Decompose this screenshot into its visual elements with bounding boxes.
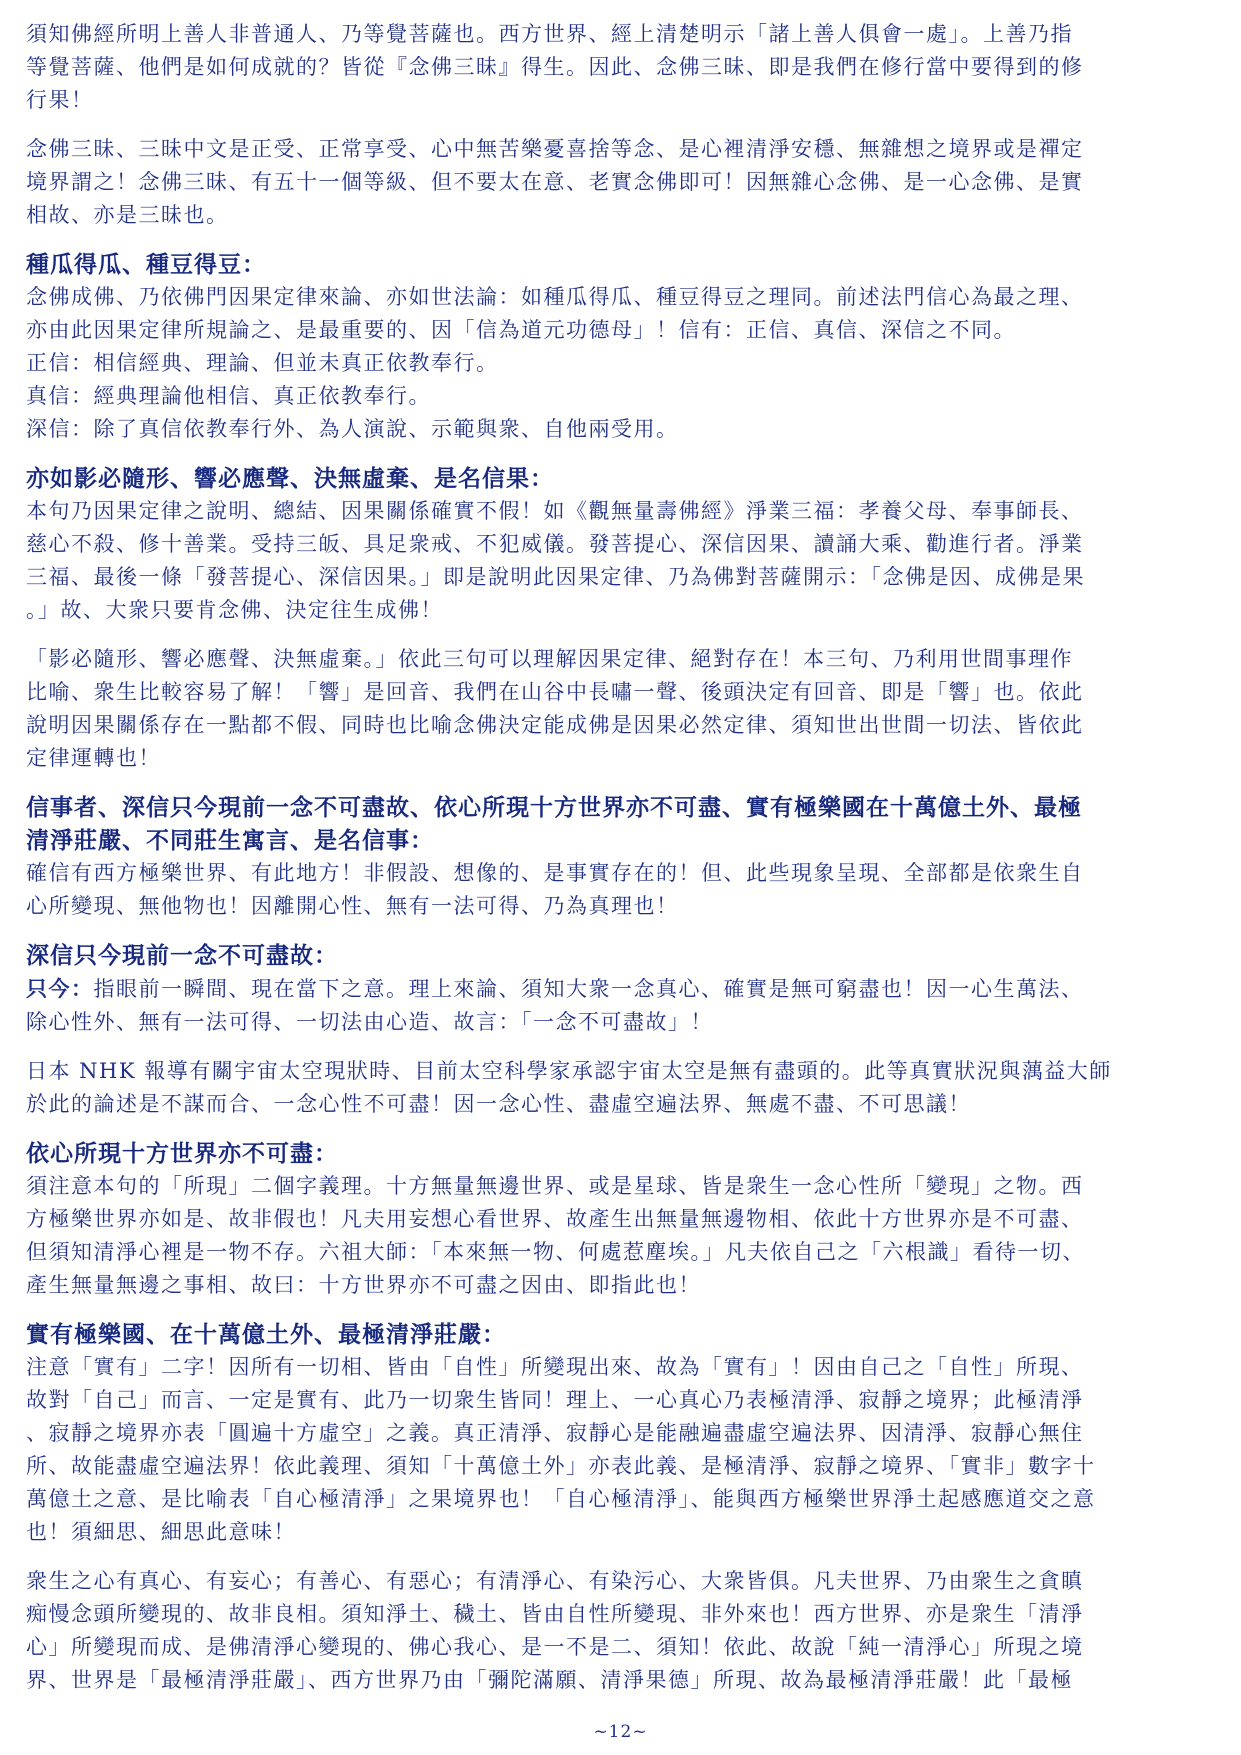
- text-line: 萬億土之意、是比喻表「自心極清淨」之果境界也！「自心極清淨」、能與西方極樂世界淨土起感應道交之意: [26, 1487, 1096, 1511]
- paragraph-8: [26, 1055, 1216, 1121]
- text-line: 三福、最後一條「發菩提心、深信因果。」即是說明此因果定律、乃為佛對菩薩開示：「念佛是因、成佛是果: [26, 565, 1085, 589]
- text-line: 念佛三昧、三昧中文是正受、正常享受、心中無苦樂憂喜捨等念、是心裡清淨安穩、無雜想之境界或是禪定: [26, 137, 1084, 161]
- text-line: 說明因果關係存在一點都不假、同時也比喻念佛決定能成佛是因果必然定律、須知世出世間一切法、皆依此: [26, 713, 1084, 737]
- text-line: 「影必隨形、響必應聲、決無虛棄。」依此三句可以理解因果定律、絕對存在！本三句、乃利用世間事理作: [26, 647, 1073, 671]
- text-line: 日本 NHK 報導有關宇宙太空現狀時、目前太空科學家承認宇宙太空是無有盡頭的。此等真實狀況與蕅益大師: [26, 1059, 1112, 1083]
- text-line: 真信：經典理論他相信、真正依教奉行。: [26, 384, 431, 408]
- heading-line: 清淨莊嚴、不同莊生寓言、是名信事：: [26, 827, 434, 854]
- paragraph-7: [26, 972, 1216, 1039]
- text-line: 慈心不殺、修十善業。受持三皈、具足衆戒、不犯威儀。發菩提心、深信因果、讀誦大乘、勸進行者。淨業: [26, 532, 1084, 556]
- paragraph-2: [26, 133, 1216, 232]
- paragraph-3: [26, 281, 1216, 446]
- text-line: 痴慢念頭所變現的、故非良相。須知淨土、穢土、皆由自性所變現、非外來也！西方世界、亦是衆生「清淨: [26, 1602, 1084, 1626]
- text-line: 行果！: [26, 88, 94, 112]
- text-line: 。」故、大衆只要肯念佛、決定往生成佛！: [26, 598, 443, 622]
- paragraph-10: [26, 1351, 1216, 1549]
- text-line: 確信有西方極樂世界、有此地方！非假設、想像的、是事實存在的！但、此些現象呈現、全部都是依衆生自: [26, 861, 1084, 885]
- text-line: 正信：相信經典、理論、但並未真正依教奉行。: [26, 351, 499, 375]
- text-line: 衆生之心有真心、有妄心；有善心、有惡心；有清淨心、有染污心、大衆皆俱。凡夫世界、乃由衆生之貪瞋: [26, 1569, 1084, 1593]
- paragraph-6: [26, 857, 1216, 923]
- text-line: 等覺菩薩、他們是如何成就的？皆從『念佛三昧』得生。因此、念佛三昧、即是我們在修行當中要得到的修: [26, 55, 1084, 79]
- document-page: [26, 18, 1216, 1713]
- text-line: 深信：除了真信依教奉行外、為人演說、示範與衆、自他兩受用。: [26, 417, 679, 441]
- text-line: 心所變現、無他物也！因離開心性、無有一法可得、乃為真理也！: [26, 894, 679, 918]
- text-line: 亦由此因果定律所規論之、是最重要的、因「信為道元功德母」！信有：正信、真信、深信之不同。: [26, 318, 1016, 342]
- text-line: 境界謂之！念佛三昧、有五十一個等級、但不要太在意、老實念佛即可！因無雜心念佛、是一心念佛、是實: [26, 170, 1084, 194]
- text-line: 也！須細思、細思此意味！: [26, 1520, 296, 1544]
- paragraph-9: [26, 1170, 1216, 1302]
- text-line: 須知佛經所明上善人非普通人、乃等覺菩薩也。西方世界、經上清楚明示「諸上善人俱會一處」。上善乃指: [26, 22, 1073, 46]
- text-line: 相故、亦是三昧也。: [26, 203, 229, 227]
- text-line: 界、世界是「最極清淨莊嚴」、西方世界乃由「彌陀滿願、清淨果德」所現、故為最極清淨莊嚴！此「最極: [26, 1668, 1073, 1692]
- text-line: 於此的論述是不謀而合、一念心性不可盡！因一念心性、盡虛空遍法界、無處不盡、不可思議！: [26, 1092, 971, 1116]
- paragraph-11: [26, 1565, 1216, 1697]
- text-line: 產生無量無邊之事相、故曰：十方世界亦不可盡之因由、即指此也！: [26, 1273, 701, 1297]
- text-line: 所、故能盡虛空遍法界！依此義理、須知「十萬億土外」亦表此義、是極清淨、寂靜之境界、「實非」數字十: [26, 1454, 1096, 1478]
- text-line: 定律運轉也！: [26, 746, 161, 770]
- text-line: 除心性外、無有一法可得、一切法由心造、故言：「一念不可盡故」！: [26, 1010, 713, 1034]
- text-line: 但須知清淨心裡是一物不存。六祖大師：「本來無一物、何處惹塵埃。」凡夫依自己之「六根識」看待一切、: [26, 1240, 1085, 1264]
- section-heading-3: [26, 791, 1216, 857]
- term-definition: 指眼前一瞬間、現在當下之意。理上來論、須知大衆一念真心、確實是無可窮盡也！因一心生萬法、: [93, 977, 1084, 1001]
- text-line: 比喻、衆生比較容易了解！「響」是回音、我們在山谷中長嘯一聲、後頭決定有回音、即是「響」也。依此: [26, 680, 1084, 704]
- section-heading-1: 種瓜得瓜、種豆得豆：: [26, 251, 266, 278]
- heading-line: 信事者、深信只今現前一念不可盡故、依心所現十方世界亦不可盡、實有極樂國在十萬億土外、最極: [26, 794, 1082, 821]
- text-line: 本句乃因果定律之說明、總結、因果關係確實不假！如《觀無量壽佛經》淨業三福：孝養父母、奉事師長、: [26, 499, 1084, 523]
- text-line: 心」所變現而成、是佛清淨心變現的、佛心我心、是一不是二、須知！依此、故說「純一清淨心」所現之境: [26, 1635, 1084, 1659]
- text-line: 注意「實有」二字！因所有一切相、皆由「自性」所變現出來、故為「實有」！因由自己之「自性」所現、: [26, 1355, 1084, 1379]
- paragraph-5: [26, 643, 1216, 775]
- paragraph-4: [26, 495, 1216, 627]
- text-line: [26, 972, 1216, 1006]
- section-heading-6: 實有極樂國、在十萬億土外、最極清淨莊嚴：: [26, 1321, 506, 1348]
- section-heading-4: 深信只今現前一念不可盡故：: [26, 942, 338, 969]
- paragraph-1: [26, 18, 1216, 117]
- text-line: 須注意本句的「所現」二個字義理。十方無量無邊世界、或是星球、皆是衆生一念心性所「變現」之物。西: [26, 1174, 1084, 1198]
- page-number: ~12~: [593, 1722, 648, 1742]
- text-line: 故對「自己」而言、一定是實有、此乃一切衆生皆同！理上、一心真心乃表極清淨、寂靜之境界；此極清淨: [26, 1388, 1084, 1412]
- text-line: 方極樂世界亦如是、故非假也！凡夫用妄想心看世界、故產生出無量無邊物相、依此十方世界亦是不可盡、: [26, 1207, 1084, 1231]
- section-heading-5: 依心所現十方世界亦不可盡：: [26, 1140, 338, 1167]
- term-label: 只今：: [26, 976, 94, 1001]
- text-line: 念佛成佛、乃依佛門因果定律來論、亦如世法論：如種瓜得瓜、種豆得豆之理同。前述法門信心為最之理、: [26, 285, 1084, 309]
- text-line: 、寂靜之境界亦表「圓遍十方虛空」之義。真正清淨、寂靜心是能融遍盡虛空遍法界、因清淨、寂靜心無住: [26, 1421, 1084, 1445]
- section-heading-2: 亦如影必隨形、響必應聲、決無虛棄、是名信果：: [26, 465, 554, 492]
